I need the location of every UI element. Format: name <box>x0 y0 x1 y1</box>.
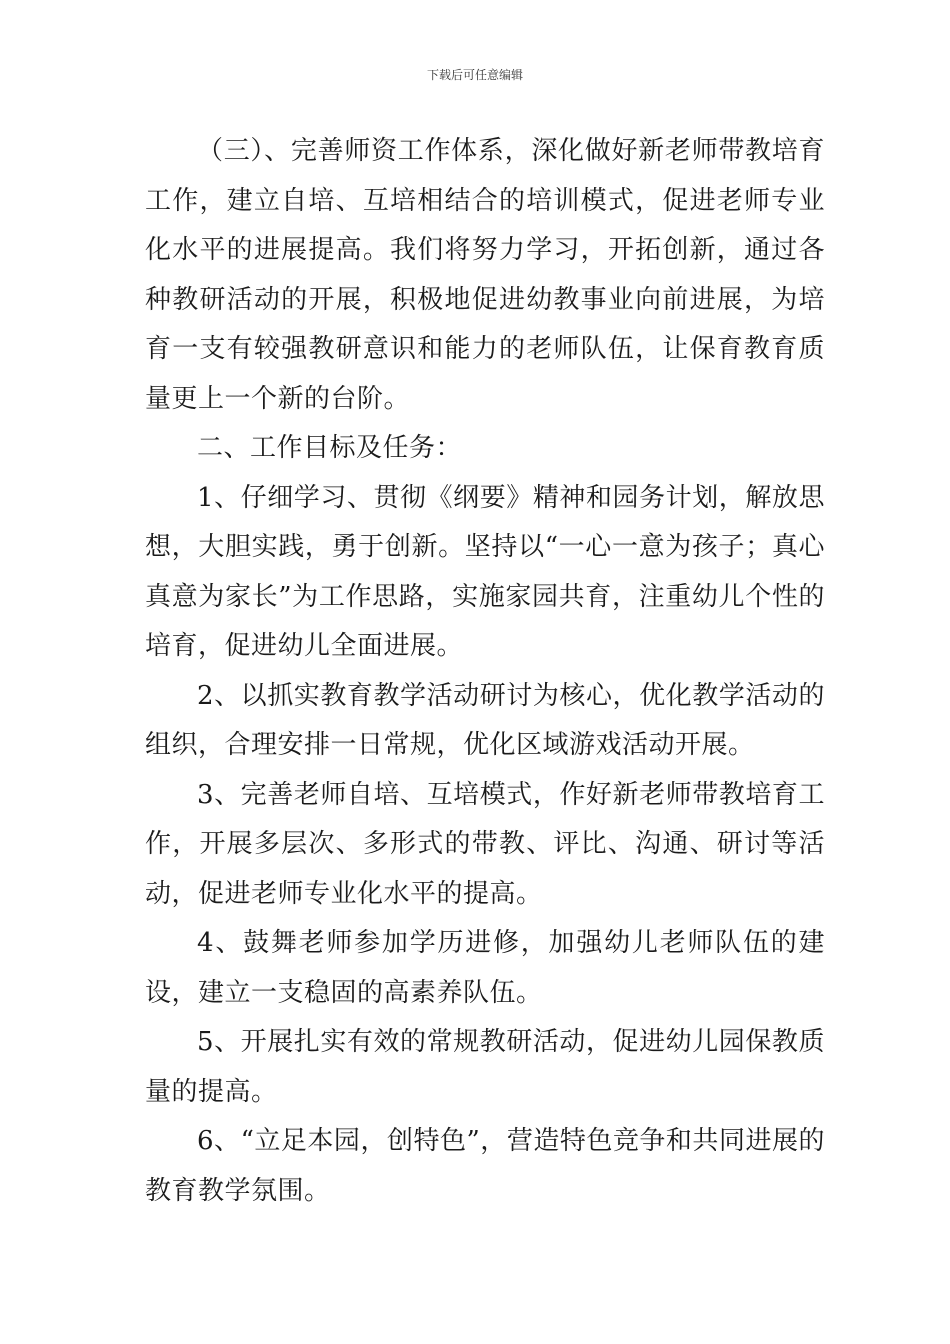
document-body <box>145 127 825 1216</box>
header-note: 下载后可任意编辑 <box>426 68 523 82</box>
paragraph-item-1: 1、仔细学习、贯彻《纲要》精神和园务计划，解放思想，大胆实践，勇于创新。坚持以“一心一意为孩子；真心真意为家长”为工作思路，实施家园共育，注重幼儿个性的培育，促进幼儿全面进展。 <box>145 482 825 661</box>
paragraph-item-3: 3、完善老师自培、互培模式，作好新老师带教培育工作，开展多层次、多形式的带教、评比、沟通、研讨等活动，促进老师专业化水平的提高。 <box>145 779 825 909</box>
paragraph-item-2: 2、以抓实教育教学活动研讨为核心，优化教学活动的组织，合理安排一日常规，优化区域游戏活动开展。 <box>145 680 825 760</box>
paragraph-item-5: 5、开展扎实有效的常规教研活动，促进幼儿园保教质量的提高。 <box>145 1027 825 1107</box>
paragraph-section-three: （三）、完善师资工作体系，深化做好新老师带教培育工作，建立自培、互培相结合的培训模式，促进老师专业化水平的进展提高。我们将努力学习，开拓创新，通过各种教研活动的开展，积极地促进幼教事业向前进展，为培育一支有较强教研意识和能力的老师队伍，让保育教育质量更上一个新的台阶。 <box>145 136 825 414</box>
paragraph-item-6: 6、“立足本园，创特色”，营造特色竞争和共同进展的教育教学氛围。 <box>145 1126 825 1206</box>
paragraph-item-4: 4、鼓舞老师参加学历进修，加强幼儿老师队伍的建设，建立一支稳固的高素养队伍。 <box>145 928 825 1008</box>
heading-goals-and-tasks: 二、工作目标及任务： <box>197 433 463 463</box>
